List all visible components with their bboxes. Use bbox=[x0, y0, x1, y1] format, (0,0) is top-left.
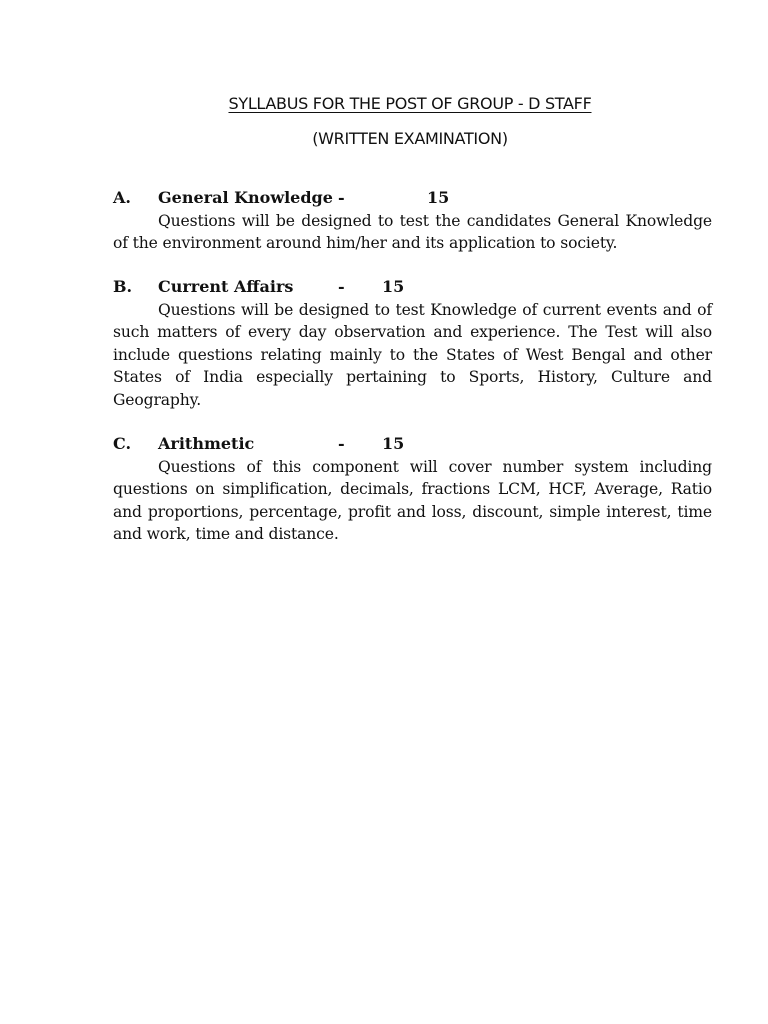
section-marks: 15 bbox=[382, 277, 405, 296]
section-name: Current Affairs bbox=[158, 277, 294, 296]
section-letter: B. bbox=[113, 277, 133, 296]
section-arithmetic bbox=[113, 433, 712, 546]
section-letter: A. bbox=[113, 188, 131, 207]
section-name: General Knowledge bbox=[158, 188, 333, 207]
section-marks: 15 bbox=[427, 188, 450, 207]
page-subtitle: (WRITTEN EXAMINATION) bbox=[312, 129, 508, 148]
section-heading bbox=[113, 433, 712, 456]
section-dash: - bbox=[338, 434, 345, 453]
section-description: Questions will be designed to test the candidates General Knowledge of the environment around him/her and its application to society. bbox=[113, 211, 712, 253]
section-marks: 15 bbox=[382, 434, 405, 453]
section-description: Questions will be designed to test Knowledge of current events and of such matters of every day observation and experience. The Test will also include questions relating mainly to the States of West Bengal and other States of India especially pertaining to Sports, History, Culture and Geography. bbox=[113, 300, 712, 409]
section-dash: - bbox=[338, 277, 345, 296]
section-letter: C. bbox=[113, 434, 132, 453]
section-current-affairs bbox=[113, 276, 712, 412]
page-title: SYLLABUS FOR THE POST OF GROUP - D STAFF bbox=[228, 94, 592, 113]
section-heading bbox=[113, 276, 712, 299]
section-general-knowledge bbox=[113, 187, 712, 255]
section-name: Arithmetic bbox=[158, 434, 255, 453]
section-dash: - bbox=[338, 188, 345, 207]
section-description: Questions of this component will cover number system including questions on simplification, decimals, fractions LCM, HCF, Average, Ratio and proportions, percentage, profit and loss, discount, simple interest, time and work, time and distance. bbox=[113, 457, 712, 544]
section-heading bbox=[113, 187, 712, 210]
